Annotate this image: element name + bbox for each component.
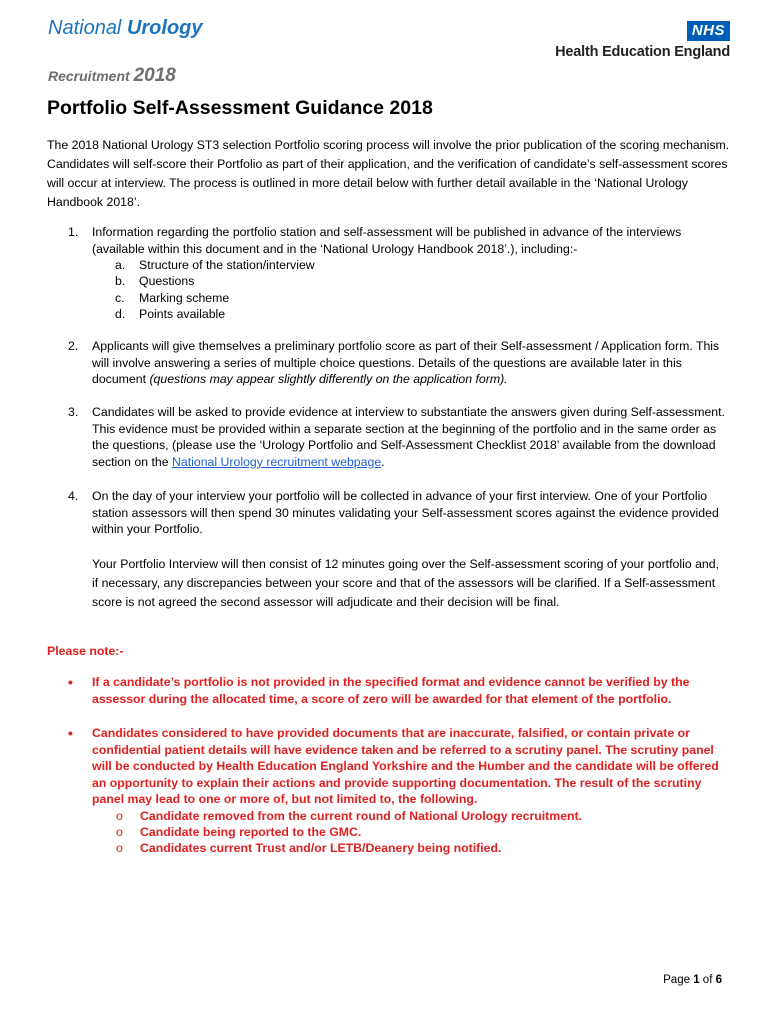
nhs-logo-icon: NHS (687, 21, 730, 41)
page-footer: Page 1 of 6 (663, 974, 722, 986)
circle-bullet-icon: o (116, 824, 123, 839)
note-sub-item: o Candidates current Trust and/or LETB/Deanery being notified. (116, 841, 502, 856)
brand-title: National Urology (48, 17, 203, 39)
note-sub-item: o Candidate removed from the current round of National Urology recruitment. (116, 808, 583, 823)
list-item-2: 2. Applicants will give themselves a preliminary portfolio score as part of their Self-assessment / Application form. This will involve answering a series of multiple choice questions. Details of the questions are available later in this document (questions may appear slightly differently on the application form). (68, 339, 720, 386)
page-title: Portfolio Self-Assessment Guidance 2018 (47, 97, 433, 119)
note-heading: Please note:- (47, 644, 124, 658)
sub-item: c. Marking scheme (115, 290, 230, 305)
sub-item: d. Points available (115, 306, 226, 321)
nhs-hee-logo (555, 21, 730, 60)
intro-paragraph: The 2018 National Urology ST3 selection Portfolio scoring process will involve the prior publication of the scoring mechanism. Candidates will self-score their Portfolio as part of their application, and the verification of candidate’s self-assessment scores will occur at interview. The process is outlined in more detail below with further detail available in the ‘National Urology Handbook 2018’. (47, 138, 730, 209)
note-sub-list (92, 808, 728, 857)
list-item-4: 4. On the day of your interview your portfolio will be collected in advance of your first interview. One of your Portfolio station assessors will then spend 30 minutes validating your Self-assessment scores against the evidence provided within your Portfolio. Your Portfolio Interview will then consist of 12 minutes going over the Self-assessment scoring of your portfolio and, if necessary, any discrepancies between your score and that of the assessors will be clarified. If a Self-assessment score is not agreed the second assessor will adjudicate and their decision will be final. (68, 488, 728, 612)
brand-subtitle: Recruitment 2018 (48, 65, 176, 86)
list-item-text: Information regarding the portfolio station and self-assessment will be published in advance of the interviews (available within this document and in the ‘National Urology Handbook 2018’.), including:- a. Structure of the station/interview b. Questions c. Marking scheme d. Points available (92, 224, 728, 322)
list-item-1: 1. Information regarding the portfolio station and self-assessment will be published in advance of the interviews (available within this document and in the ‘National Urology Handbook 2018’.), including:- a. Structure of the station/interview b. Questions c. Marking scheme d. Points available (68, 224, 728, 322)
national-urology-brand (48, 16, 203, 87)
circle-bullet-icon: o (116, 808, 123, 823)
item-4-paragraph: Your Portfolio Interview will then consist of 12 minutes going over the Self-assessment scoring of your portfolio and, if necessary, any discrepancies between your score and that of the assessors will be clarified. If a Self-assessment score is not agreed the second assessor will adjudicate and their decision will be final. (92, 556, 720, 609)
recruitment-webpage-link[interactable]: National Urology recruitment webpage (172, 454, 382, 469)
note-bullet-2: • Candidates considered to have provided documents that are inaccurate, falsified, or contain private or confidential patient details will have evidence taken and be referred to a scrutiny panel. The scrutiny panel will be conducted by Health Education England Yorkshire and the Humber and the candidate will be offered an opportunity to explain their actions and provide supporting documentation. The result of the scrutiny panel may lead to one or more of, but not limited to, the following. o Candidate removed from the current round of National Urology recruitment. o Candidate being reported to the GMC. o Candidates current Trust and/or LETB/Deanery being notified. (68, 725, 728, 856)
bullet-icon: • (68, 674, 73, 690)
sub-list (92, 257, 728, 322)
org-name: Health Education England (555, 44, 730, 60)
list-item-3: 3. Candidates will be asked to provide evidence at interview to substantiate the answers given during Self-assessment. This evidence must be provided within a separate section at the beginning of the portfolio and in the same order as the questions, (please use the ‘Urology Portfolio and Self-Assessment Checklist 2018’ available from the download section on the National Urology recruitment webpage. (68, 405, 725, 469)
bullet-icon: • (68, 725, 73, 741)
circle-bullet-icon: o (116, 841, 123, 856)
sub-item: a. Structure of the station/interview (115, 258, 315, 272)
note-sub-item: o Candidate being reported to the GMC. (116, 824, 362, 839)
note-bullet-1: • If a candidate’s portfolio is not provided in the specified format and evidence cannot be verified by the assessor during the allocated time, a score of zero will be awarded for that element of the portfolio. (68, 674, 690, 706)
sub-item: b. Questions (115, 274, 195, 289)
